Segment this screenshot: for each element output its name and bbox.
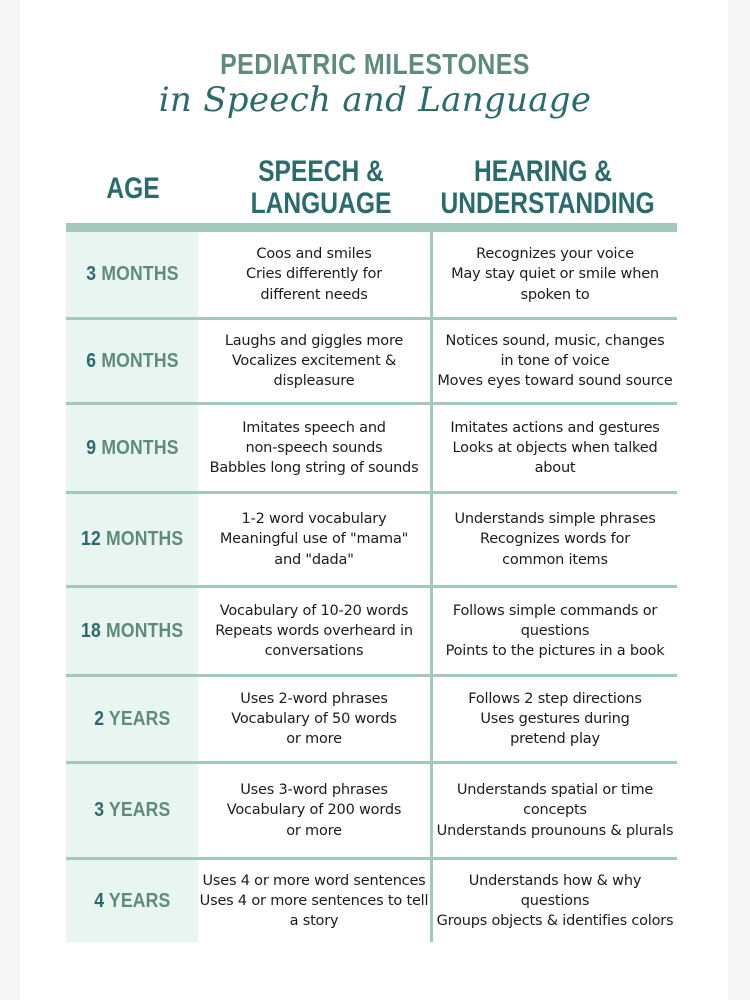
speech-cell: [198, 232, 430, 317]
row-divider: [66, 674, 677, 677]
speech-cell: [198, 494, 430, 585]
speech-line: a story: [289, 913, 339, 930]
age-label: [81, 620, 183, 643]
hearing-line: Imitates actions and gestures: [450, 419, 660, 436]
hearing-line: Follows simple commands or: [452, 602, 658, 619]
age-number: 4: [93, 889, 104, 912]
hearing-line: Notices sound, music, changes: [445, 332, 665, 349]
column-header-speech: [220, 156, 422, 220]
hearing-line: Recognizes your voice: [476, 246, 634, 263]
table-row: [66, 677, 677, 761]
age-number: 3: [93, 799, 104, 821]
age-label: [86, 437, 178, 460]
age-cell: [66, 764, 198, 857]
hearing-text: [446, 601, 665, 662]
speech-line: Vocabulary of 50 words: [231, 710, 397, 727]
hearing-cell: [433, 320, 677, 402]
speech-text: [227, 780, 401, 841]
age-cell: [66, 588, 198, 674]
hearing-line: Moves eyes toward sound source: [437, 373, 673, 390]
hearing-line: in tone of voice: [500, 352, 610, 369]
age-unit: MONTHS: [105, 528, 184, 550]
hearing-line: Groups objects & identifies colors: [436, 913, 674, 930]
age-label: [86, 350, 178, 373]
speech-line: or more: [286, 822, 342, 839]
hearing-line: questions: [520, 892, 590, 909]
age-unit: YEARS: [108, 707, 171, 730]
speech-line: Meaningful use of "mama": [219, 531, 409, 548]
row-divider: [66, 491, 677, 494]
speech-line: 1-2 word vocabulary: [241, 511, 387, 528]
speech-line: or more: [286, 731, 342, 748]
row-divider: [66, 857, 677, 860]
hearing-line: common items: [502, 551, 608, 568]
age-unit: YEARS: [108, 889, 171, 912]
column-header-age: [78, 173, 188, 205]
speech-line: Babbles long string of sounds: [209, 460, 419, 477]
hearing-cell: [433, 677, 677, 761]
age-unit: YEARS: [108, 799, 171, 821]
row-divider: [66, 317, 677, 320]
speech-text: [215, 601, 413, 662]
hearing-line: Understands how & why: [468, 872, 642, 889]
age-label: [94, 708, 170, 731]
age-unit: MONTHS: [100, 436, 179, 459]
hearing-text: [451, 244, 659, 305]
age-number: 18: [80, 619, 101, 642]
hearing-cell: [433, 232, 677, 317]
speech-line: Uses 4 or more sentences to tell: [199, 892, 429, 909]
title-heading: PEDIATRIC MILESTONES: [220, 49, 530, 81]
hearing-line: pretend play: [510, 731, 600, 748]
hearing-line: Recognizes words for: [479, 531, 631, 548]
row-divider: [66, 761, 677, 764]
hearing-text: [450, 418, 659, 479]
speech-text: [246, 244, 382, 305]
hearing-text: [437, 780, 674, 841]
hearing-line: Points to the pictures in a book: [445, 643, 665, 660]
speech-text: [220, 509, 408, 570]
speech-line: Vocabulary of 200 words: [226, 802, 402, 819]
speech-cell: [198, 677, 430, 761]
speech-line: and "dada": [274, 551, 354, 568]
speech-cell: [198, 588, 430, 674]
age-number: 3: [85, 263, 96, 285]
speech-line: different needs: [260, 286, 368, 303]
hearing-line: Follows 2 step directions: [468, 690, 642, 707]
hearing-line: concepts: [523, 802, 587, 819]
column-header-hearing: [440, 155, 655, 220]
speech-line: Uses 2-word phrases: [240, 690, 388, 707]
table-row: [66, 860, 677, 942]
speech-line: Imitates speech and: [242, 419, 386, 436]
age-label: [86, 263, 178, 286]
age-number: 9: [85, 436, 96, 459]
age-number: 2: [93, 707, 104, 730]
age-cell: [66, 860, 198, 942]
speech-line: Uses 3-word phrases: [240, 782, 388, 799]
age-unit: MONTHS: [100, 263, 179, 285]
hearing-text: [454, 509, 655, 570]
hearing-cell: [433, 764, 677, 857]
column-header-age-label: AGE: [106, 172, 160, 205]
speech-cell: [198, 764, 430, 857]
speech-line: non-speech sounds: [245, 439, 383, 456]
speech-cell: [198, 860, 430, 942]
speech-line: conversations: [264, 643, 364, 660]
table-row: [66, 588, 677, 674]
table-row: [66, 232, 677, 317]
hearing-line: about: [534, 460, 576, 477]
column-header-speech-line2: LANGUAGE: [250, 187, 392, 220]
hearing-cell: [433, 405, 677, 491]
hearing-line: Understands prounouns & plurals: [436, 822, 674, 839]
speech-line: Vocabulary of 10-20 words: [219, 602, 409, 619]
speech-line: Cries differently for: [246, 266, 382, 283]
hearing-text: [437, 331, 672, 392]
age-cell: [66, 320, 198, 402]
speech-line: Laughs and giggles more: [224, 332, 404, 349]
hearing-line: spoken to: [520, 286, 590, 303]
header-divider: [66, 223, 677, 232]
table-row: [66, 405, 677, 491]
age-label: [81, 528, 183, 551]
age-unit: MONTHS: [100, 349, 179, 372]
speech-cell: [198, 320, 430, 402]
age-cell: [66, 232, 198, 317]
hearing-line: Uses gestures during: [480, 710, 630, 727]
hearing-cell: [433, 588, 677, 674]
speech-line: Uses 4 or more word sentences: [202, 872, 426, 889]
hearing-cell: [433, 494, 677, 585]
row-divider: [66, 585, 677, 588]
age-cell: [66, 405, 198, 491]
column-header-hearing-line2: UNDERSTANDING: [440, 187, 655, 220]
hearing-line: Looks at objects when talked: [452, 439, 658, 456]
row-divider: [66, 402, 677, 405]
hearing-line: questions: [520, 622, 590, 639]
table-row: [66, 494, 677, 585]
speech-line: Repeats words overheard in: [215, 622, 413, 639]
age-number: 12: [80, 528, 101, 550]
hearing-text: [468, 689, 642, 750]
age-number: 6: [85, 349, 96, 372]
speech-line: displeasure: [273, 373, 355, 390]
hearing-line: Understands simple phrases: [454, 511, 656, 528]
column-header-hearing-line1: HEARING &: [473, 155, 613, 188]
age-unit: MONTHS: [105, 619, 184, 642]
column-header-speech-line1: SPEECH &: [258, 155, 384, 188]
speech-text: [210, 418, 419, 479]
hearing-text: [437, 871, 674, 932]
hearing-cell: [433, 860, 677, 942]
speech-line: Vocalizes excitement &: [231, 352, 397, 369]
table-row: [66, 320, 677, 402]
speech-line: Coos and smiles: [256, 246, 372, 263]
age-cell: [66, 677, 198, 761]
age-label: [94, 890, 170, 913]
speech-text: [225, 331, 403, 392]
table-row: [66, 764, 677, 857]
age-label: [94, 799, 170, 822]
hearing-line: Understands spatial or time: [456, 782, 654, 799]
speech-text: [200, 871, 429, 932]
speech-text: [231, 689, 396, 750]
title-subheading: in Speech and Language: [158, 80, 592, 120]
speech-cell: [198, 405, 430, 491]
age-cell: [66, 494, 198, 585]
hearing-line: May stay quiet or smile when: [451, 266, 659, 283]
